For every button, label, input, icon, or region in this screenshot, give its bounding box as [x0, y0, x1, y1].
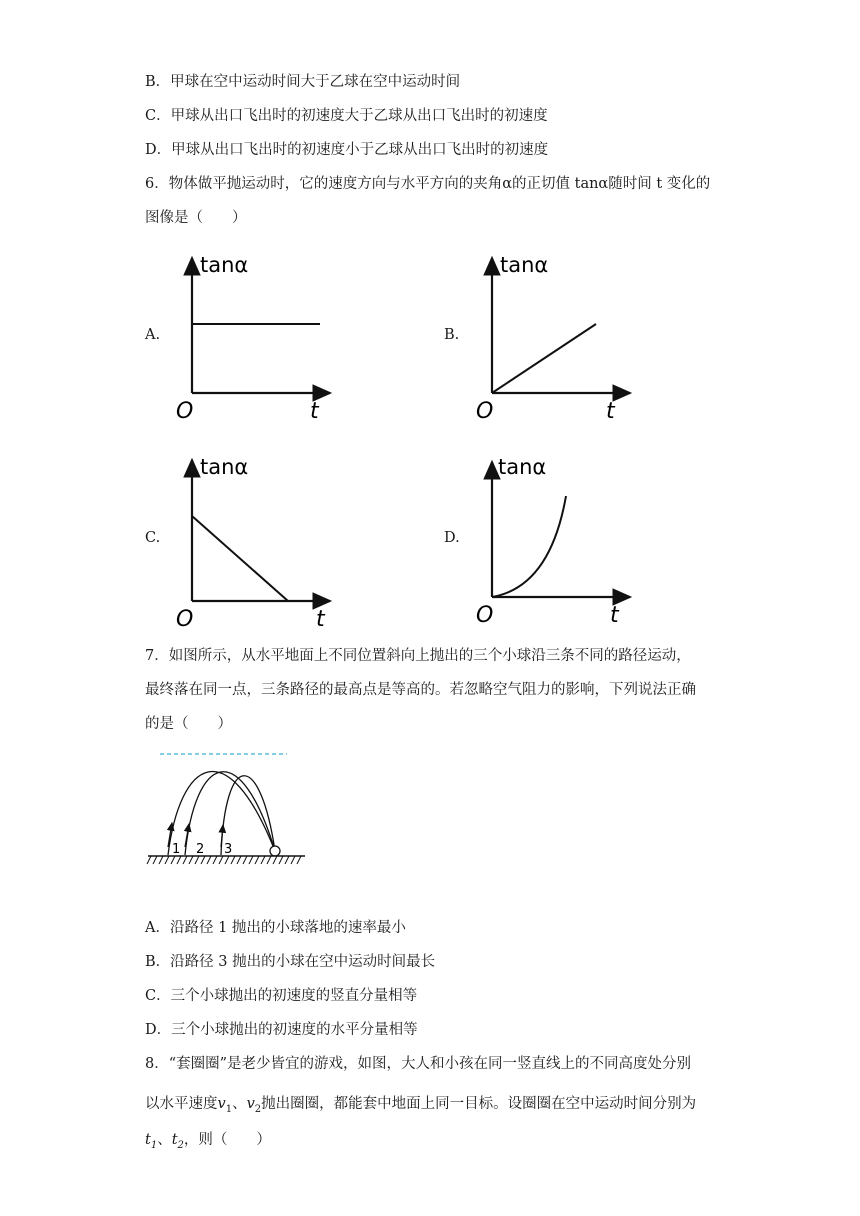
q8-stem-line3 [145, 1130, 271, 1156]
v1-subscript: 1 [225, 1103, 233, 1115]
origin-label: O [476, 603, 494, 628]
q6-graph-a-label: A. [145, 327, 161, 343]
separator: 、 [232, 1096, 247, 1112]
landing-ball [270, 846, 280, 856]
x-axis-label: t [316, 607, 325, 632]
q7-option-d: D．三个小球抛出的初速度的水平分量相等 [145, 1022, 418, 1038]
ground-hatching [147, 856, 301, 864]
q8-text: 以水平速度 [145, 1096, 218, 1112]
q7-stem-line1: 7．如图所示，从水平地面上不同位置斜向上抛出的三个小球沿三条不同的路径运动， [145, 648, 691, 664]
t1-subscript: 1 [150, 1139, 158, 1151]
q5-option-b: B．甲球在空中运动时间大于乙球在空中运动时间 [145, 74, 461, 90]
v1-symbol: v [217, 1096, 226, 1112]
path-label-1: 1 [172, 842, 181, 857]
path-label-3: 3 [224, 842, 233, 857]
y-axis-label: tanα [500, 253, 549, 277]
x-axis-label: t [606, 399, 615, 424]
q6-graph-d [470, 452, 640, 632]
q7-option-a: A．沿路径 1 抛出的小球落地的速率最小 [145, 920, 406, 936]
q7-stem-line3: 的是（ ） [145, 716, 232, 732]
curve-increasing [492, 324, 596, 393]
t1-symbol: t [145, 1132, 151, 1148]
q8-text: ，则（ ） [183, 1132, 271, 1148]
separator: 、 [157, 1132, 172, 1148]
x-axis-label: t [610, 603, 619, 628]
v2-subscript: 2 [254, 1103, 262, 1115]
q8-stem-line2 [145, 1094, 696, 1120]
t2-symbol: t [171, 1132, 178, 1148]
arrow-2 [185, 824, 189, 847]
q6-graph-a [170, 250, 340, 425]
q6-graph-d-label: D. [444, 530, 460, 546]
curve-decreasing [192, 516, 288, 601]
q5-option-d: D．甲球从出口飞出时的初速度小于乙球从出口飞出时的初速度 [145, 142, 549, 158]
q8-text: 抛出圈圈，都能套中地面上同一目标。设圈圈在空中运动时间分别为 [261, 1096, 697, 1112]
y-axis-label: tanα [200, 455, 249, 479]
x-axis-label: t [310, 399, 319, 424]
origin-label: O [176, 607, 194, 632]
q6-graph-b [470, 250, 640, 425]
q7-trajectory-figure [145, 745, 315, 870]
q8-stem-line1: 8．“套圈圈”是老少皆宜的游戏，如图，大人和小孩在同一竖直线上的不同高度处分别 [145, 1056, 692, 1072]
q6-graph-c [170, 452, 340, 632]
y-axis-label: tanα [498, 455, 547, 479]
v2-symbol: v [246, 1096, 255, 1112]
curve-increasing-curve [492, 496, 566, 597]
t2-subscript: 2 [177, 1139, 184, 1151]
q6-graph-b-label: B. [444, 327, 460, 343]
q6-graph-c-label: C. [145, 530, 161, 546]
y-axis-label: tanα [200, 253, 249, 277]
q7-option-b: B．沿路径 3 抛出的小球在空中运动时间最长 [145, 954, 436, 970]
origin-label: O [176, 399, 194, 424]
q5-option-c: C．甲球从出口飞出时的初速度大于乙球从出口飞出时的初速度 [145, 108, 548, 124]
path-label-2: 2 [196, 842, 205, 857]
q6-stem-line2: 图像是（ ） [145, 210, 247, 226]
origin-label: O [476, 399, 494, 424]
q6-stem-line1: 6．物体做平抛运动时，它的速度方向与水平方向的夹角α的正切值 tanα随时间 t 变化的 [145, 176, 711, 192]
q7-stem-line2: 最终落在同一点，三条路径的最高点是等高的。若忽略空气阻力的影响，下列说法正确 [145, 682, 696, 698]
q7-option-c: C．三个小球抛出的初速度的竖直分量相等 [145, 988, 418, 1004]
